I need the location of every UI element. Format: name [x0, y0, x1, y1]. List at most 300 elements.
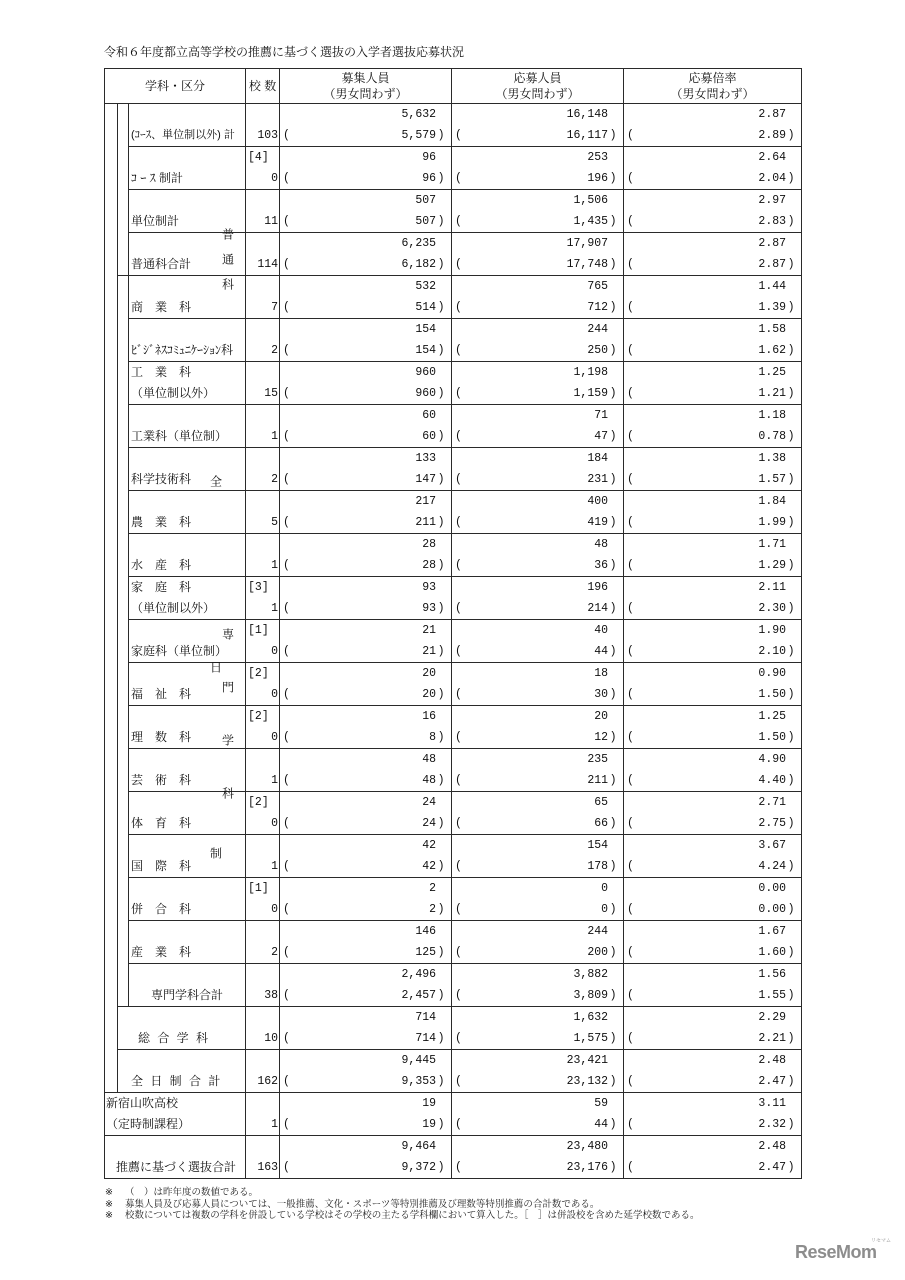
- oubo-cell: [452, 964, 624, 1007]
- school-count-cell: [246, 577, 280, 620]
- joint-school-count: [246, 1007, 279, 1028]
- paren-close: ): [787, 731, 795, 744]
- paren-open: (: [455, 129, 462, 142]
- paren-close: ): [609, 344, 617, 357]
- paren-close: ): [609, 430, 617, 443]
- boshu-cell: [280, 792, 452, 835]
- row-label: 福 祉 科: [131, 687, 192, 701]
- oubo-value: 235: [587, 753, 609, 766]
- joint-school-count: [246, 491, 279, 512]
- paren-close: ): [787, 602, 795, 615]
- table-row: [105, 233, 802, 276]
- rate-prev-value: 1.39: [758, 301, 787, 314]
- rate-value: 4.90: [758, 753, 787, 766]
- boshu-prev-value: 960: [415, 387, 437, 400]
- boshu-cell: [280, 663, 452, 706]
- boshu-cell: [280, 233, 452, 276]
- oubo-value: 1,506: [573, 194, 609, 207]
- school-count: 2: [271, 473, 279, 486]
- rate-cell: [624, 1050, 802, 1093]
- school-count-cell: [246, 1136, 280, 1179]
- note-mark: ※: [105, 1210, 113, 1221]
- boshu-cell: [280, 921, 452, 964]
- paren-close: ): [787, 860, 795, 873]
- rate-value: 0.90: [758, 667, 787, 680]
- row-label: 併 合 科: [131, 902, 192, 916]
- paren-close: ): [787, 258, 795, 271]
- row-label-cell: [129, 835, 246, 878]
- oubo-value: 400: [587, 495, 609, 508]
- rate-prev-value: 2.83: [758, 215, 787, 228]
- paren-close: ): [437, 817, 445, 830]
- rate-cell: [624, 835, 802, 878]
- header-boshu: [280, 69, 452, 104]
- paren-open: (: [627, 946, 634, 959]
- rate-cell: [624, 190, 802, 233]
- oubo-prev-value: 23,176: [566, 1161, 609, 1174]
- row-label-cell: [105, 1093, 246, 1136]
- paren-close: ): [437, 860, 445, 873]
- boshu-prev-value: 5,579: [401, 129, 437, 142]
- oubo-value: 48: [594, 538, 609, 551]
- boshu-value: 21: [422, 624, 437, 637]
- paren-open: (: [627, 387, 634, 400]
- rate-prev-value: 1.57: [758, 473, 787, 486]
- paren-close: ): [787, 688, 795, 701]
- paren-open: (: [627, 215, 634, 228]
- page-title: 令和６年度都立高等学校の推薦に基づく選抜の入学者選抜応募状況: [104, 45, 465, 59]
- paren-close: ): [787, 344, 795, 357]
- paren-open: (: [283, 1118, 290, 1131]
- school-count-cell: [246, 1007, 280, 1050]
- boshu-value: 42: [422, 839, 437, 852]
- oubo-value: 244: [587, 925, 609, 938]
- row-label-cell: [129, 921, 246, 964]
- boshu-cell: [280, 405, 452, 448]
- boshu-cell: [280, 190, 452, 233]
- rate-cell: [624, 448, 802, 491]
- joint-school-count: [2]: [248, 667, 269, 680]
- row-label: 理 数 科: [131, 730, 192, 744]
- paren-open: (: [627, 602, 634, 615]
- paren-close: ): [437, 1032, 445, 1045]
- paren-open: (: [283, 430, 290, 443]
- joint-school-count: [246, 1136, 279, 1157]
- row-label: 体 育 科: [131, 816, 192, 830]
- rate-value: 2.87: [758, 237, 787, 250]
- row-label-top: [131, 878, 245, 899]
- paren-open: (: [627, 516, 634, 529]
- row-label-cell: [129, 147, 246, 190]
- paren-close: ): [437, 473, 445, 486]
- rate-value: 3.11: [758, 1097, 787, 1110]
- paren-close: ): [437, 215, 445, 228]
- boshu-prev-value: 96: [422, 172, 437, 185]
- paren-open: (: [283, 559, 290, 572]
- rate-cell: [624, 1093, 802, 1136]
- paren-close: ): [609, 903, 617, 916]
- oubo-prev-value: 1,575: [573, 1032, 609, 1045]
- paren-open: (: [283, 473, 290, 486]
- resemom-logo: ReseMom: [795, 1242, 877, 1262]
- rate-prev-value: 2.04: [758, 172, 787, 185]
- rate-value: 2.97: [758, 194, 787, 207]
- row-label-top: 家 庭 科: [131, 580, 192, 594]
- rate-cell: [624, 663, 802, 706]
- oubo-prev-value: 200: [587, 946, 609, 959]
- oubo-cell: [452, 1136, 624, 1179]
- school-count-cell: [246, 534, 280, 577]
- paren-close: ): [787, 129, 795, 142]
- school-count-cell: [246, 190, 280, 233]
- table-row-grand-total: [105, 1136, 802, 1179]
- paren-close: ): [609, 1161, 617, 1174]
- joint-school-count: [2]: [248, 796, 269, 809]
- rate-value: 1.25: [758, 710, 787, 723]
- school-count: 0: [271, 731, 279, 744]
- boshu-cell: [280, 147, 452, 190]
- paren-open: (: [283, 129, 290, 142]
- paren-open: (: [455, 860, 462, 873]
- boshu-prev-value: 6,182: [401, 258, 437, 271]
- school-count-cell: [246, 491, 280, 534]
- boshu-cell: [280, 1050, 452, 1093]
- boshu-value: 20: [422, 667, 437, 680]
- boshu-prev-value: 507: [415, 215, 437, 228]
- joint-school-count: [3]: [248, 581, 269, 594]
- row-label: 産 業 科: [131, 945, 192, 959]
- rate-prev-value: 1.60: [758, 946, 787, 959]
- rate-prev-value: 4.24: [758, 860, 787, 873]
- oubo-prev-value: 36: [594, 559, 609, 572]
- rate-value: 2.64: [758, 151, 787, 164]
- oubo-cell: [452, 1093, 624, 1136]
- paren-open: (: [627, 903, 634, 916]
- oubo-prev-value: 3,809: [573, 989, 609, 1002]
- school-count-cell: [246, 964, 280, 1007]
- rate-prev-value: 1.99: [758, 516, 787, 529]
- oubo-cell: [452, 104, 624, 147]
- oubo-value: 16,148: [566, 108, 609, 121]
- rate-value: 2.48: [758, 1054, 787, 1067]
- footnote: [105, 1199, 700, 1211]
- rate-prev-value: 2.89: [758, 129, 787, 142]
- row-label: （単位制以外）: [131, 386, 216, 400]
- paren-close: ): [609, 516, 617, 529]
- table-row-subtotal: [105, 1050, 802, 1093]
- table-header-row: [105, 69, 802, 104]
- boshu-cell: [280, 534, 452, 577]
- rate-prev-value: 2.32: [758, 1118, 787, 1131]
- paren-close: ): [437, 602, 445, 615]
- paren-close: ): [437, 645, 445, 658]
- paren-open: (: [455, 559, 462, 572]
- table-row: [105, 405, 802, 448]
- paren-close: ): [609, 817, 617, 830]
- paren-close: ): [609, 774, 617, 787]
- oubo-value: 40: [594, 624, 609, 637]
- paren-open: (: [283, 1161, 290, 1174]
- boshu-value: 5,632: [401, 108, 437, 121]
- boshu-value: 9,445: [401, 1054, 437, 1067]
- rate-value: 2.29: [758, 1011, 787, 1024]
- school-count-cell: [246, 1050, 280, 1093]
- joint-school-count: [246, 1050, 279, 1071]
- boshu-value: 96: [422, 151, 437, 164]
- school-count: 114: [257, 258, 279, 271]
- paren-close: ): [609, 301, 617, 314]
- rate-value: 1.90: [758, 624, 787, 637]
- group-label-zennichisei: 全日制: [208, 474, 223, 1033]
- oubo-value: 0: [601, 882, 609, 895]
- header-rate: [624, 69, 802, 104]
- paren-close: ): [609, 946, 617, 959]
- paren-open: (: [627, 1075, 634, 1088]
- paren-close: ): [787, 1075, 795, 1088]
- row-label-cell: [105, 1136, 246, 1179]
- boshu-prev-value: 2,457: [401, 989, 437, 1002]
- boshu-value: 28: [422, 538, 437, 551]
- joint-school-count: [246, 405, 279, 426]
- paren-open: (: [627, 473, 634, 486]
- paren-open: (: [455, 774, 462, 787]
- boshu-cell: [280, 1007, 452, 1050]
- paren-close: ): [609, 731, 617, 744]
- oubo-prev-value: 250: [587, 344, 609, 357]
- boshu-cell: [280, 878, 452, 921]
- oubo-value: 3,882: [573, 968, 609, 981]
- rate-cell: [624, 792, 802, 835]
- rate-cell: [624, 620, 802, 663]
- paren-close: ): [609, 258, 617, 271]
- school-count: 1: [271, 1118, 279, 1131]
- rate-prev-value: 4.40: [758, 774, 787, 787]
- table-row: [105, 362, 802, 405]
- oubo-prev-value: 16,117: [566, 129, 609, 142]
- boshu-prev-value: 19: [422, 1118, 437, 1131]
- paren-close: ): [437, 344, 445, 357]
- boshu-value: 2: [429, 882, 437, 895]
- school-count-cell: [246, 405, 280, 448]
- header-oubo-sub: （男女問わず）: [495, 87, 580, 101]
- school-count-cell: [246, 663, 280, 706]
- paren-close: ): [609, 989, 617, 1002]
- oubo-value: 253: [587, 151, 609, 164]
- paren-close: ): [437, 1075, 445, 1088]
- rate-value: 2.48: [758, 1140, 787, 1153]
- oubo-cell: [452, 921, 624, 964]
- rate-value: 1.25: [758, 366, 787, 379]
- boshu-cell: [280, 491, 452, 534]
- joint-school-count: [246, 362, 279, 383]
- paren-close: ): [437, 430, 445, 443]
- row-label: 総 合 学 科: [138, 1031, 209, 1045]
- row-label-top: [131, 921, 245, 942]
- row-label-cell: [118, 1050, 246, 1093]
- table-row: [105, 147, 802, 190]
- school-count: 2: [271, 344, 279, 357]
- header-category: 学科・区分: [105, 69, 246, 104]
- row-label-cell: [129, 964, 246, 1007]
- oubo-prev-value: 712: [587, 301, 609, 314]
- row-label-cell: [118, 1007, 246, 1050]
- joint-school-count: [246, 448, 279, 469]
- paren-open: (: [283, 645, 290, 658]
- boshu-prev-value: 20: [422, 688, 437, 701]
- school-count-cell: [246, 792, 280, 835]
- row-label: （定時制課程）: [106, 1117, 191, 1131]
- oubo-prev-value: 214: [587, 602, 609, 615]
- oubo-cell: [452, 577, 624, 620]
- oubo-prev-value: 211: [587, 774, 609, 787]
- row-label-top: [138, 1007, 245, 1028]
- row-label-cell: [129, 319, 246, 362]
- paren-close: ): [437, 774, 445, 787]
- oubo-prev-value: 47: [594, 430, 609, 443]
- paren-open: (: [283, 1032, 290, 1045]
- paren-open: (: [627, 430, 634, 443]
- boshu-cell: [280, 1136, 452, 1179]
- boshu-cell: [280, 749, 452, 792]
- group-label-senmon: 専門学科: [220, 627, 235, 840]
- row-label-cell: [129, 577, 246, 620]
- paren-open: (: [627, 1118, 634, 1131]
- paren-close: ): [609, 172, 617, 185]
- school-count: 0: [271, 903, 279, 916]
- rate-cell: [624, 491, 802, 534]
- rate-cell: [624, 921, 802, 964]
- row-label-top: [151, 964, 245, 985]
- rate-prev-value: 1.62: [758, 344, 787, 357]
- paren-close: ): [787, 645, 795, 658]
- oubo-value: 196: [587, 581, 609, 594]
- note-mark: ※: [105, 1187, 113, 1198]
- paren-open: (: [627, 817, 634, 830]
- paren-close: ): [437, 387, 445, 400]
- rate-cell: [624, 362, 802, 405]
- row-label: 普通科合計: [131, 257, 192, 271]
- boshu-prev-value: 514: [415, 301, 437, 314]
- boshu-value: 133: [415, 452, 437, 465]
- rate-value: 1.18: [758, 409, 787, 422]
- header-oubo: [452, 69, 624, 104]
- paren-close: ): [609, 602, 617, 615]
- rate-prev-value: 0.78: [758, 430, 787, 443]
- joint-school-count: [246, 749, 279, 770]
- boshu-cell: [280, 835, 452, 878]
- rate-value: 1.71: [758, 538, 787, 551]
- row-label-cell: [129, 448, 246, 491]
- row-label-top: 新宿山吹高校: [106, 1096, 179, 1110]
- row-label: 商 業 科: [131, 300, 192, 314]
- rate-cell: [624, 147, 802, 190]
- footnote-text: 校数については複数の学科を併設している学校はその学校の主たる学科欄において算入した。［ ］は併設校を含めた延学校数である。: [125, 1210, 700, 1221]
- rate-cell: [624, 1136, 802, 1179]
- logo-kana: リセマム: [871, 1238, 891, 1244]
- row-label-top: [131, 448, 245, 469]
- school-count-cell: [246, 276, 280, 319]
- paren-close: ): [437, 688, 445, 701]
- paren-open: (: [455, 1032, 462, 1045]
- rate-cell: [624, 319, 802, 362]
- oubo-cell: [452, 362, 624, 405]
- boshu-prev-value: 125: [415, 946, 437, 959]
- paren-close: ): [787, 172, 795, 185]
- footnotes: [105, 1187, 700, 1222]
- school-count: 0: [271, 688, 279, 701]
- paren-close: ): [787, 774, 795, 787]
- oubo-cell: [452, 706, 624, 749]
- boshu-prev-value: 42: [422, 860, 437, 873]
- oubo-value: 18: [594, 667, 609, 680]
- boshu-value: 146: [415, 925, 437, 938]
- row-label-cell: [129, 878, 246, 921]
- school-count: 0: [271, 172, 279, 185]
- paren-close: ): [787, 301, 795, 314]
- oubo-prev-value: 231: [587, 473, 609, 486]
- oubo-cell: [452, 835, 624, 878]
- boshu-cell: [280, 1093, 452, 1136]
- boshu-value: 2,496: [401, 968, 437, 981]
- oubo-prev-value: 23,132: [566, 1075, 609, 1088]
- paren-close: ): [437, 731, 445, 744]
- boshu-value: 217: [415, 495, 437, 508]
- paren-open: (: [627, 1161, 634, 1174]
- paren-close: ): [437, 1118, 445, 1131]
- paren-close: ): [787, 903, 795, 916]
- oubo-cell: [452, 233, 624, 276]
- oubo-cell: [452, 190, 624, 233]
- oubo-value: 154: [587, 839, 609, 852]
- oubo-cell: [452, 276, 624, 319]
- paren-open: (: [455, 344, 462, 357]
- paren-open: (: [627, 301, 634, 314]
- rate-prev-value: 1.29: [758, 559, 787, 572]
- paren-open: (: [627, 344, 634, 357]
- row-label-top: [131, 147, 245, 168]
- paren-close: ): [437, 1161, 445, 1174]
- school-count-cell: [246, 706, 280, 749]
- boshu-cell: [280, 362, 452, 405]
- table-row: [105, 190, 802, 233]
- school-count-cell: [246, 362, 280, 405]
- paren-open: (: [627, 774, 634, 787]
- paren-open: (: [283, 215, 290, 228]
- row-label: (ｺｰｽ、単位制以外) 計: [131, 129, 235, 141]
- oubo-value: 71: [594, 409, 609, 422]
- row-label: 全 日 制 合 計: [131, 1074, 221, 1088]
- rate-prev-value: 2.87: [758, 258, 787, 271]
- row-label-top: [131, 1050, 245, 1071]
- footnote-text: 募集人員及び応募人員については、一般推薦、文化・スポーツ等特別推薦及び理数等特別推薦の合計数である。: [125, 1198, 600, 1210]
- paren-close: ): [787, 430, 795, 443]
- rate-value: 3.67: [758, 839, 787, 852]
- school-count: 103: [257, 129, 279, 142]
- paren-open: (: [283, 1075, 290, 1088]
- table-row: [105, 1093, 802, 1136]
- rate-prev-value: 1.21: [758, 387, 787, 400]
- school-count-cell: [246, 921, 280, 964]
- row-label: 水 産 科: [131, 558, 192, 572]
- school-count-cell: [246, 835, 280, 878]
- rate-prev-value: 2.21: [758, 1032, 787, 1045]
- joint-school-count: [246, 534, 279, 555]
- paren-close: ): [609, 860, 617, 873]
- oubo-value: 765: [587, 280, 609, 293]
- paren-close: ): [437, 301, 445, 314]
- boshu-prev-value: 211: [415, 516, 437, 529]
- paren-close: ): [437, 258, 445, 271]
